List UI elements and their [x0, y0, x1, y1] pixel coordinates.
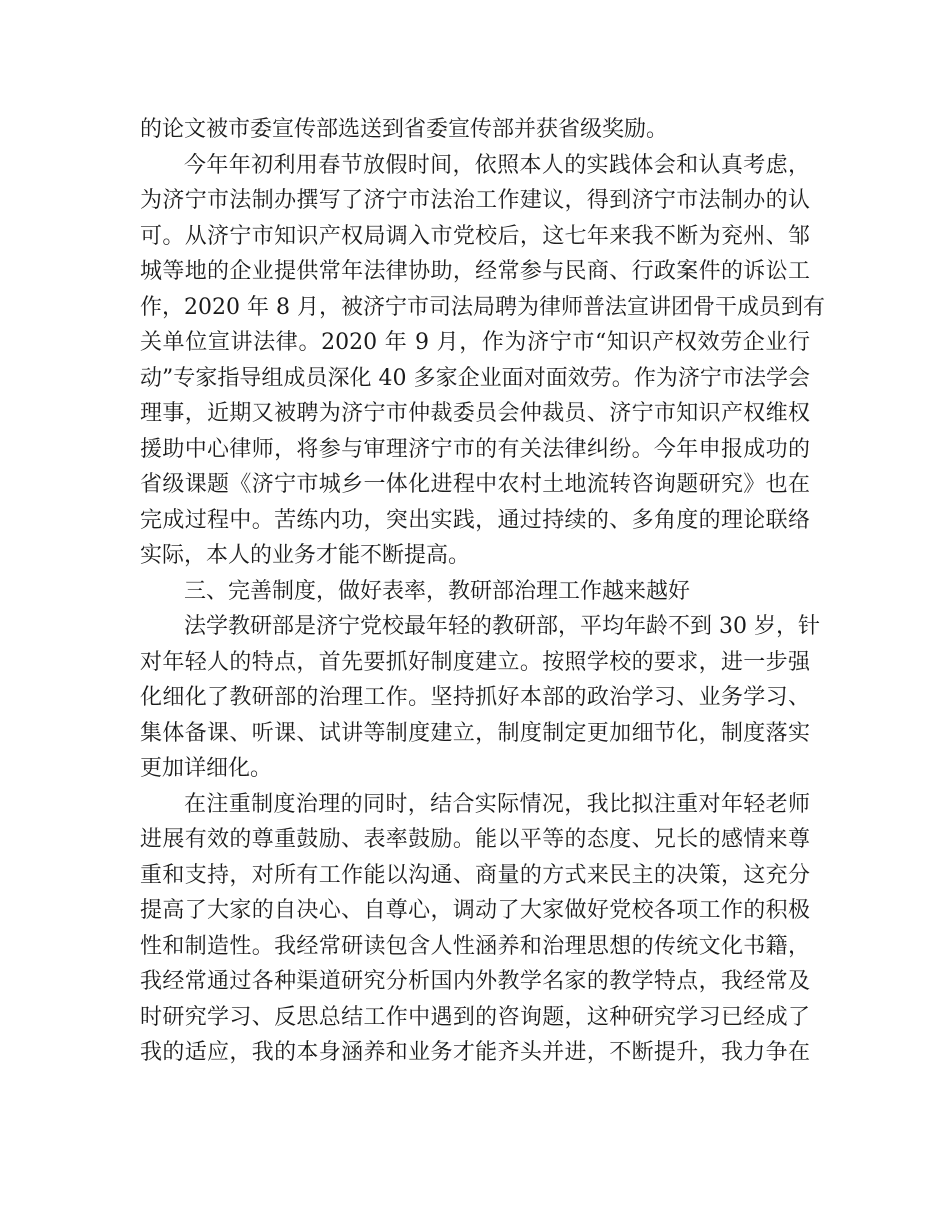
text-line: 化细化了教研部的治理工作。坚持抓好本部的政治学习、业务学习、: [140, 685, 810, 710]
text-line: 集体备课、听课、试讲等制度建立，制度制定更加细节化，制度落实: [140, 720, 810, 746]
section-heading: 三、完善制度，做好表率，教研部治理工作越来越好: [184, 578, 691, 604]
text-line: 作，2020 年 8 月，被济宁市司法局聘为律师普法宣讲团骨干成员到有: [140, 294, 825, 320]
text-line: 更加详细化。: [140, 756, 273, 781]
text-line: 动”专家指导组成员深化 40 多家企业面对面效劳。作为济宁市法学会: [140, 365, 810, 391]
text-line: 我经常通过各种渠道研究分析国内外教学名家的教学特点，我经常及: [140, 969, 810, 994]
text-line: 今年年初利用春节放假时间，依照本人的实践体会和认真考虑，: [184, 152, 810, 178]
text-line: 在注重制度治理的同时，结合实际情况，我比拟注重对年轻老师: [184, 791, 810, 817]
text-line: 我的适应，我的本身涵养和业务才能齐头并进，不断提升，我力争在: [140, 1040, 810, 1065]
text-line: 时研究学习、反思总结工作中遇到的咨询题，这种研究学习已经成了: [140, 1004, 810, 1030]
text-line: 理事，近期又被聘为济宁市仲裁委员会仲裁员、济宁市知识产权维权: [140, 401, 810, 426]
text-line: 性和制造性。我经常研读包含人性涵养和治理思想的传统文化书籍，: [140, 933, 810, 959]
text-line: 完成过程中。苦练内功，突出实践，通过持续的、多角度的理论联络: [140, 507, 810, 533]
text-line: 可。从济宁市知识产权局调入市党校后，这七年来我不断为兖州、邹: [140, 223, 810, 249]
text-line: 城等地的企业提供常年法律协助，经常参与民商、行政案件的诉讼工: [140, 259, 810, 284]
text-line: 实际，本人的业务才能不断提高。: [140, 543, 471, 568]
text-line: 法学教研部是济宁党校最年轻的教研部，平均年龄不到 30 岁，针: [184, 614, 820, 639]
text-line: 进展有效的尊重鼓励、表率鼓励。能以平等的态度、兄长的感情来尊: [140, 827, 810, 852]
text-line: 对年轻人的特点，首先要抓好制度建立。按照学校的要求，进一步强: [140, 649, 810, 675]
text-line: 关单位宣讲法律。2020 年 9 月，作为济宁市“知识产权效劳企业行: [140, 330, 810, 355]
text-line: 为济宁市法制办撰写了济宁市法治工作建议，得到济宁市法制办的认: [140, 188, 810, 213]
text-line: 省级课题《济宁市城乡一体化进程中农村土地流转咨询题研究》也在: [140, 472, 810, 497]
text-line: 提高了大家的自决心、自尊心，调动了大家做好党校各项工作的积极: [140, 898, 810, 923]
text-line: 援助中心律师，将参与审理济宁市的有关法律纠纷。今年申报成功的: [140, 436, 810, 462]
body-text: [140, 112, 825, 1071]
text-line: 的论文被市委宣传部选送到省委宣传部并获省级奖励。: [140, 117, 669, 142]
text-line: 重和支持，对所有工作能以沟通、商量的方式来民主的决策，这充分: [140, 862, 810, 888]
